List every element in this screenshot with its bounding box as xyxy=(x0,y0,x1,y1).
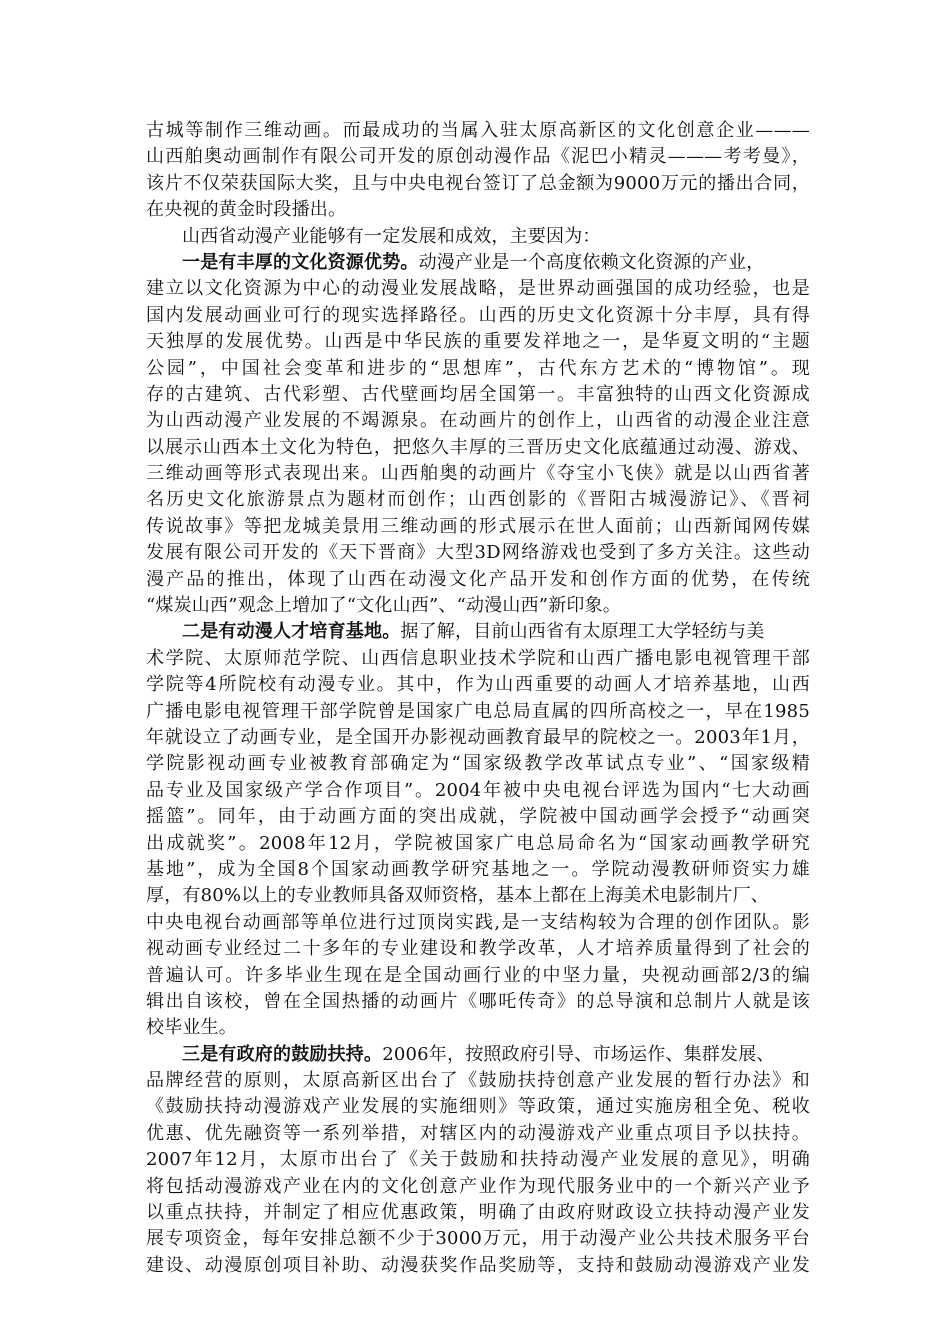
line-text: 存的古建筑、古代彩塑、古代壁画均居全国第一。丰富独特的山西文化资源成 xyxy=(146,383,810,405)
text-line-15 xyxy=(146,487,810,513)
text-line-30 xyxy=(146,883,810,909)
section-heading-line-1 xyxy=(146,250,810,276)
line-text: 基地”，成为全国8个国家动画教学研究基地之一。学院动漫教研师资实力雄 xyxy=(146,858,810,880)
line-text: 学院等4所院校有动漫专业。其中，作为山西重要的动画人才培养基地，山西 xyxy=(146,674,810,696)
line-text: 建设、动漫原创项目补助、动漫获奖作品奖励等，支持和鼓励动漫游戏产业发 xyxy=(146,1254,810,1276)
paragraph-intro xyxy=(146,224,810,250)
line-text: 天独厚的发展优势。山西是中华民族的重要发祥地之一，是华夏文明的“主题 xyxy=(146,331,810,353)
line-text: 在央视的黄金时段播出。 xyxy=(146,199,347,221)
text-line-2 xyxy=(146,144,810,170)
text-line-13 xyxy=(146,435,810,461)
line-text: 2006年，按照政府引导、市场运作、集群发展、 xyxy=(382,1043,775,1065)
line-text: 广播电影电视管理干部学院曾是国家广电总局直属的四所高校之一，早在1985 xyxy=(146,700,810,722)
line-text: 视动画专业经过二十多年的专业建设和教学改革，人才培养质量得到了社会的 xyxy=(146,938,810,960)
line-text: 校毕业生。 xyxy=(146,1017,237,1039)
text-line-12 xyxy=(146,408,810,434)
line-text: 山西省动漫产业能够有一定发展和成效，主要因为： xyxy=(182,225,601,247)
text-line-1 xyxy=(146,118,810,144)
text-line-21 xyxy=(146,646,810,672)
text-line-35 xyxy=(146,1015,810,1041)
line-text: 学院影视动画专业被教育部确定为“国家级教学改革试点专业”、“国家级精 xyxy=(146,753,810,775)
text-line-25 xyxy=(146,751,810,777)
line-text: 优惠、优先融资等一系列举措，对辖区内的动漫游戏产业重点项目予以扶持。 xyxy=(146,1122,810,1144)
line-text: 国内发展动画业可行的现实选择路径。山西的历史文化资源十分丰厚，具有得 xyxy=(146,304,810,326)
text-line-11 xyxy=(146,382,810,408)
line-text: “煤炭山西”观念上增加了“文化山西”、“动漫山西”新印象。 xyxy=(146,595,622,617)
line-text: 发展有限公司开发的《天下晋商》大型3D网络游戏也受到了多方关注。这些动 xyxy=(146,542,810,564)
line-text: 建立以文化资源为中心的动漫业发展战略，是世界动画强国的成功经验，也是 xyxy=(146,278,810,300)
text-line-28 xyxy=(146,831,810,857)
line-text: 《鼓励扶持动漫游戏产业发展的实施细则》等政策，通过实施房租全免、税收 xyxy=(146,1096,810,1118)
line-text: 普遍认可。许多毕业生现在是全国动画行业的中坚力量，央视动画部2/3的编 xyxy=(146,964,810,986)
line-text: 品专业及国家级产学合作项目”。2004年被中央电视台评选为国内“七大动画 xyxy=(146,779,810,801)
line-text: 据了解，目前山西省有太原理工大学轻纺与美 xyxy=(400,621,765,643)
text-line-29 xyxy=(146,857,810,883)
text-line-26 xyxy=(146,778,810,804)
line-text: 三维动画等形式表现出来。山西舶奥的动画片《夺宝小飞侠》就是以山西省著 xyxy=(146,463,810,485)
text-line-34 xyxy=(146,989,810,1015)
text-line-27 xyxy=(146,804,810,830)
document-page xyxy=(146,118,810,1279)
line-text: 厚，有80%以上的专业教师具备双师资格，基本上都在上海美术电影制片厂、 xyxy=(146,885,770,907)
section-heading-culture: 一是有丰厚的文化资源优势。 xyxy=(182,251,419,273)
text-line-19 xyxy=(146,593,810,619)
text-line-14 xyxy=(146,461,810,487)
text-line-39 xyxy=(146,1121,810,1147)
text-line-31 xyxy=(146,910,810,936)
line-text: 年就设立了动画专业，是全国开办影视动画教育最早的院校之一。2003年1月， xyxy=(146,726,810,748)
text-line-4 xyxy=(146,197,810,223)
line-text: 为山西动漫产业发展的不竭源泉。在动画片的创作上，山西省的动漫企业注意 xyxy=(146,410,810,432)
text-line-42 xyxy=(146,1200,810,1226)
text-line-41 xyxy=(146,1174,810,1200)
line-text: 中央电视台动画部等单位进行过顶岗实践,是一支结构较为合理的创作团队。影 xyxy=(146,911,810,933)
text-line-9 xyxy=(146,329,810,355)
line-text: 山西舶奥动画制作有限公司开发的原创动漫作品《泥巴小精灵———考考曼》， xyxy=(146,146,810,168)
line-text: 古城等制作三维动画。而最成功的当属入驻太原高新区的文化创意企业——— xyxy=(146,120,810,141)
line-text: 该片不仅荣获国际大奖，且与中央电视台签订了总金额为9000万元的播出合同， xyxy=(146,172,810,194)
text-line-37 xyxy=(146,1068,810,1094)
text-line-22 xyxy=(146,672,810,698)
text-line-8 xyxy=(146,303,810,329)
text-line-17 xyxy=(146,540,810,566)
line-text: 动漫产业是一个高度依赖文化资源的产业， xyxy=(418,251,765,273)
line-text: 出成就奖”。2008年12月，学院被国家广电总局命名为“国家动画教学研究 xyxy=(146,832,810,854)
line-text: 将包括动漫游戏产业在内的文化创意产业作为现代服务业中的一个新兴产业予 xyxy=(146,1175,810,1197)
text-line-43 xyxy=(146,1226,810,1252)
line-text: 名历史文化旅游景点为题材而创作；山西创影的《晋阳古城漫游记》、《晋祠 xyxy=(146,489,810,511)
section-heading-talent: 二是有动漫人才培育基地。 xyxy=(182,621,401,643)
text-line-3 xyxy=(146,171,810,197)
line-text: 传说故事》等把龙城美景用三维动画的形式展示在世人面前；山西新闻网传媒 xyxy=(146,515,810,537)
line-text: 漫产品的推出，体现了山西在动漫文化产品开发和创作方面的优势，在传统 xyxy=(146,568,810,590)
line-text: 摇篮”。同年，由于动画方面的突出成就，学院被中国动画学会授予“动画突 xyxy=(146,806,810,828)
line-text: 以展示山西本土文化为特色，把悠久丰厚的三晋历史文化底蕴通过动漫、游戏、 xyxy=(146,436,810,458)
text-line-33 xyxy=(146,963,810,989)
line-text: 公园”，中国社会变革和进步的“思想库”，古代东方艺术的“博物馆”。现 xyxy=(146,357,810,379)
section-heading-line-3 xyxy=(146,1042,810,1068)
line-text: 展专项资金，每年安排总额不少于3000万元，用于动漫产业公共技术服务平台 xyxy=(146,1228,810,1250)
text-line-38 xyxy=(146,1094,810,1120)
section-heading-line-2 xyxy=(146,619,810,645)
line-text: 2007年12月，太原市出台了《关于鼓励和扶持动漫产业发展的意见》，明确 xyxy=(146,1149,810,1171)
text-line-44 xyxy=(146,1253,810,1279)
line-text: 辑出自该校，曾在全国热播的动画片《哪吒传奇》的总导演和总制片人就是该 xyxy=(146,990,810,1012)
text-line-23 xyxy=(146,699,810,725)
text-line-7 xyxy=(146,276,810,302)
line-text: 术学院、太原师范学院、山西信息职业技术学院和山西广播电影电视管理干部 xyxy=(146,647,810,669)
text-line-10 xyxy=(146,356,810,382)
section-heading-government: 三是有政府的鼓励扶持。 xyxy=(182,1043,383,1065)
text-line-16 xyxy=(146,514,810,540)
text-line-40 xyxy=(146,1147,810,1173)
text-line-18 xyxy=(146,567,810,593)
text-line-24 xyxy=(146,725,810,751)
line-text: 品牌经营的原则，太原高新区出台了《鼓励扶持创意产业发展的暂行办法》和 xyxy=(146,1070,810,1092)
text-line-32 xyxy=(146,936,810,962)
line-text: 以重点扶持，并制定了相应优惠政策，明确了由政府财政设立扶持动漫产业发 xyxy=(146,1202,810,1224)
